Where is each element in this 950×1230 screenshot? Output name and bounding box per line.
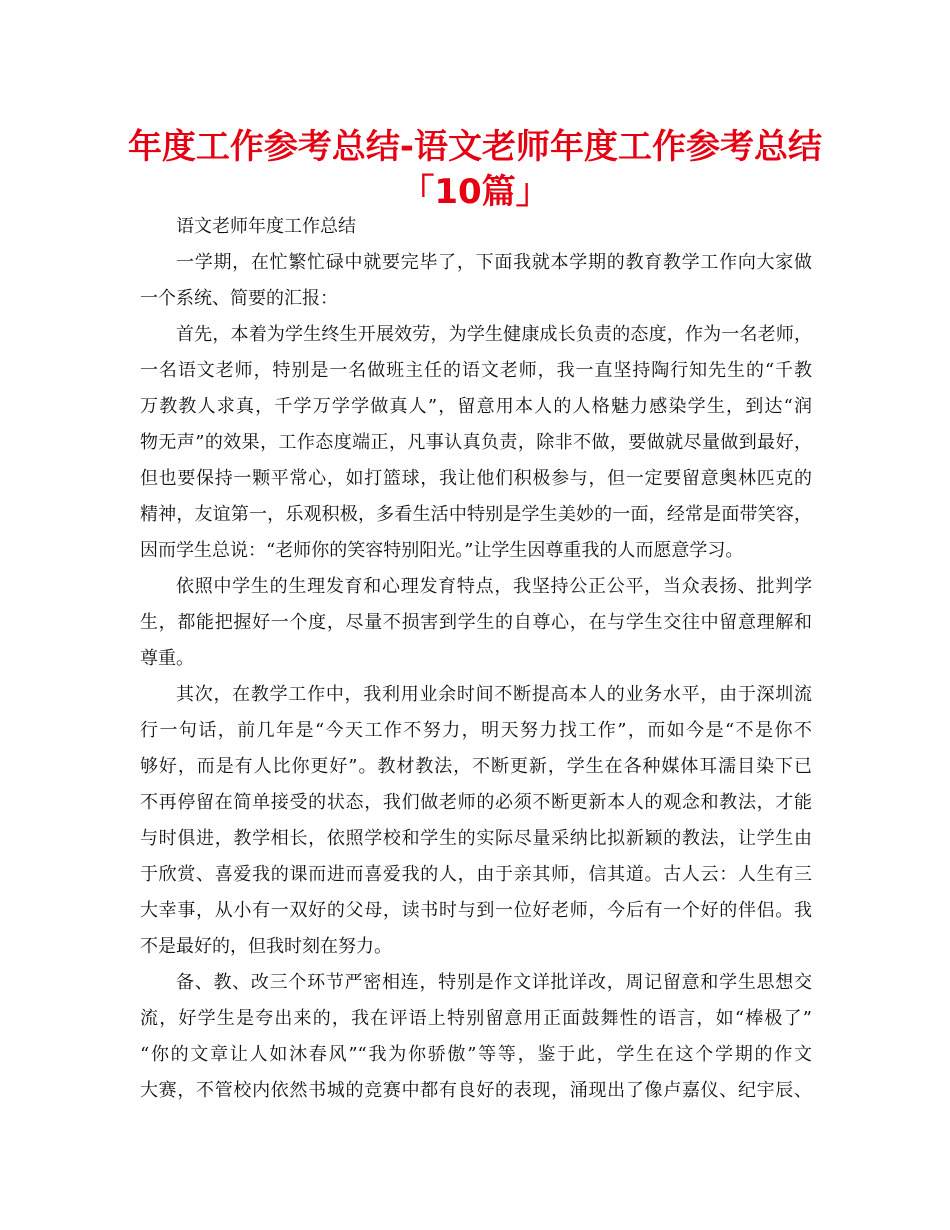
- text-line: 一个系统、简要的汇报：: [140, 288, 338, 309]
- text-line: 一名语文老师，特别是一名做班主任的语文老师，我一直坚持陶行知先生的“千教: [140, 360, 812, 381]
- text-line: 物无声”的效果，工作态度端正，凡事认真负责，除非不做，要做就尽量做到最好，: [140, 432, 812, 453]
- text-line: 尊重。: [140, 648, 194, 669]
- subtitle-line: 语文老师年度工作总结: [176, 216, 356, 237]
- text-line: 但也要保持一颗平常心，如打篮球，我让他们积极参与，但一定要留意奥林匹克的: [140, 468, 812, 489]
- text-line: 于欣赏、喜爱我的课而进而喜爱我的人，由于亲其师，信其道。古人云：人生有三: [140, 864, 812, 885]
- text-line: 够好，而是有人比你更好”。教材教法，不断更新，学生在各种媒体耳濡目染下已: [140, 756, 812, 777]
- text-line: 流，好学生是夸出来的，我在评语上特别留意用正面鼓舞性的语言，如“棒极了”: [140, 1008, 812, 1029]
- text-line: 万教教人求真，千学万学学做真人”，留意用本人的人格魅力感染学生，到达“润: [140, 396, 812, 417]
- text-line: 不再停留在简单接受的状态，我们做老师的必须不断更新本人的观念和教法，才能: [140, 792, 812, 813]
- text-line: 与时俱进，教学相长，依照学校和学生的实际尽量采纳比拟新颖的教法，让学生由: [140, 828, 812, 849]
- text-line: 因而学生总说：“老师你的笑容特别阳光。”让学生因尊重我的人而愿意学习。: [140, 540, 744, 561]
- text-line: 大赛，不管校内依然书城的竞赛中都有良好的表现，涌现出了像卢嘉仪、纪宇辰、: [140, 1080, 812, 1101]
- text-line: 其次，在教学工作中，我利用业余时间不断提高本人的业务水平，由于深圳流: [176, 684, 812, 705]
- text-line: 备、教、改三个环节严密相连，特别是作文详批详改，周记留意和学生思想交: [176, 972, 812, 993]
- text-line: 首先，本着为学生终生开展效劳，为学生健康成长负责的态度，作为一名老师，: [176, 324, 812, 345]
- document-title-line-2: 「10篇」: [400, 172, 550, 212]
- text-line: “你的文章让人如沐春风”“我为你骄傲”等等，鉴于此，学生在这个学期的作文: [140, 1044, 812, 1065]
- text-line: 不是最好的，但我时刻在努力。: [140, 936, 392, 957]
- document-title-line-1: 年度工作参考总结-语文老师年度工作参考总结: [127, 127, 823, 167]
- text-line: 依照中学生的生理发育和心理发育特点，我坚持公正公平，当众表扬、批判学: [176, 576, 812, 597]
- text-line: 行一句话，前几年是“今天工作不努力，明天努力找工作”，而如今是“不是你不: [140, 720, 812, 741]
- text-line: 一学期，在忙繁忙碌中就要完毕了，下面我就本学期的教育教学工作向大家做: [176, 252, 812, 273]
- text-line: 生，都能把握好一个度，尽量不损害到学生的自尊心，在与学生交往中留意理解和: [140, 612, 812, 633]
- text-line: 精神，友谊第一，乐观积极，多看生活中特别是学生美妙的一面，经常是面带笑容，: [140, 504, 812, 525]
- text-line: 大幸事，从小有一双好的父母，读书时与到一位好老师，今后有一个好的伴侣。我: [140, 900, 812, 921]
